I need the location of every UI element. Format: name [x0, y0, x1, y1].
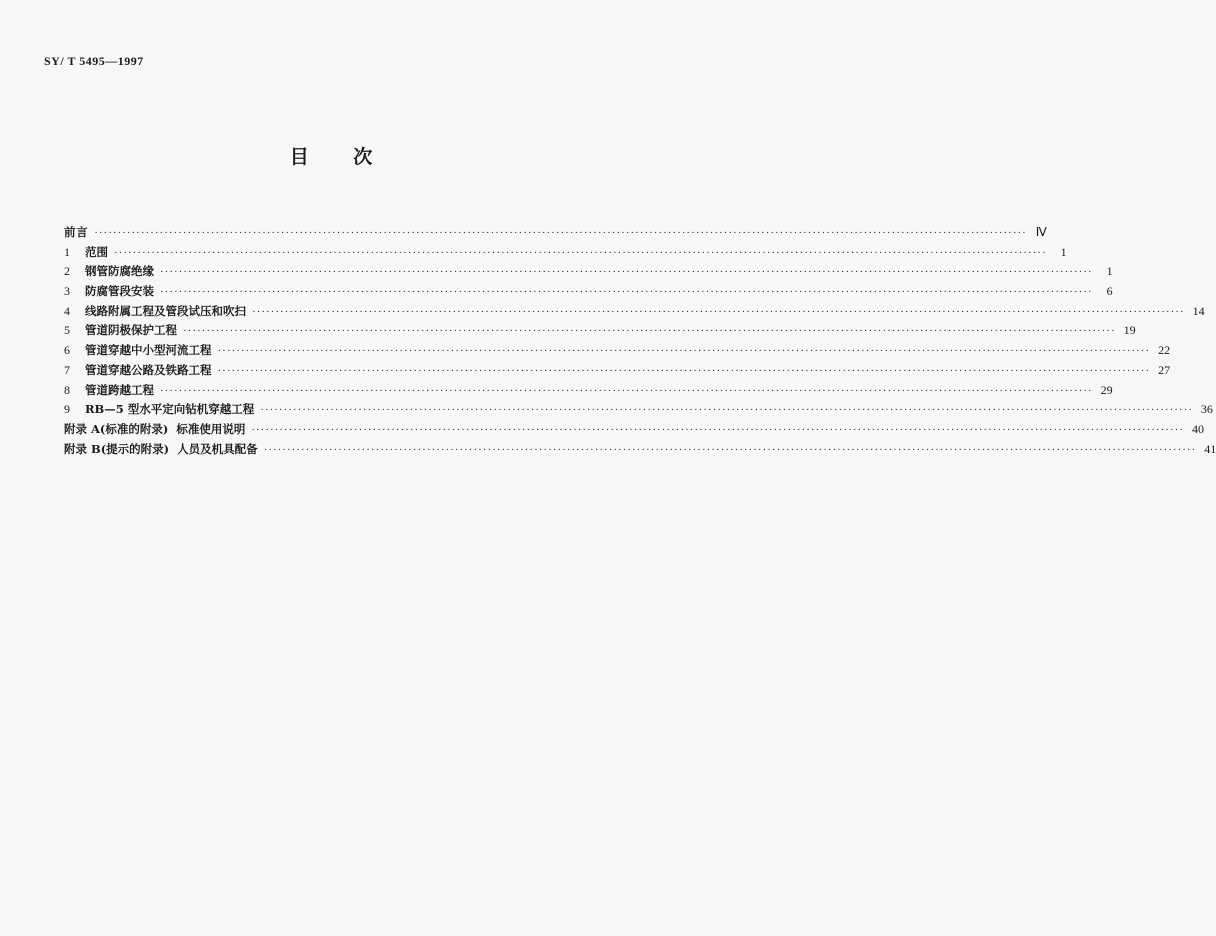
toc-entry-label: 钢管防腐绝缘	[85, 264, 154, 279]
toc-entry-number: 7	[64, 362, 70, 377]
standard-number: SY/ T 5495—1997	[44, 54, 144, 68]
toc-entry[interactable]	[64, 401, 1213, 421]
toc-entry-label: 范围	[85, 244, 108, 259]
toc-leader-dots: ········································································································································································································	[114, 246, 1047, 259]
toc-entry-page: 19	[1123, 323, 1136, 338]
toc-entry-number: 1	[64, 244, 70, 259]
toc-entry[interactable]	[64, 263, 1113, 283]
toc-entry-page: 36	[1200, 402, 1213, 417]
toc-entry-number: 6	[64, 343, 70, 358]
toc-entry-page: 22	[1158, 343, 1171, 358]
toc-entry[interactable]	[64, 382, 1113, 402]
toc-entry-page: 40	[1191, 421, 1204, 436]
toc-entry-label: RB—5 型水平定向钻机穿越工程	[85, 402, 255, 417]
toc-leader-dots: ········································································································································································································	[160, 286, 1093, 299]
toc-entry-page: 14	[1192, 303, 1205, 318]
toc-entry-number: 5	[64, 323, 70, 338]
toc-leader-dots: ········································································································································································································	[217, 345, 1151, 358]
toc-entry-number: 3	[64, 284, 70, 299]
toc-entry-label: 附录 B(提示的附录) 人员及机具配备	[64, 441, 258, 456]
toc-entry[interactable]	[64, 322, 1136, 342]
toc-leader-dots: ········································································································································································································	[160, 266, 1093, 279]
toc-entry[interactable]	[64, 224, 1047, 244]
toc-entry-number: 4	[64, 303, 70, 318]
toc-entry[interactable]	[64, 244, 1067, 264]
toc-entry-label: 前言	[64, 225, 89, 239]
toc-entry[interactable]	[64, 421, 1204, 441]
toc-entry-label: 管道阴极保护工程	[85, 323, 177, 338]
toc-entry-label: 管道跨越工程	[85, 382, 154, 397]
toc-leader-dots: ········································································································································································································	[160, 384, 1093, 397]
toc-leader-dots: ········································································································································································································	[217, 364, 1151, 377]
toc-entry-page: 41	[1204, 441, 1216, 456]
toc-entry-label: 管道穿越中小型河流工程	[85, 343, 212, 358]
toc-entry-number: 8	[64, 382, 70, 397]
toc-leader-dots: ········································································································································································································	[183, 325, 1116, 338]
toc-entry-label: 线路附属工程及管段试压和吹扫	[85, 303, 246, 318]
toc-leader-dots: ········································································································································································································	[94, 227, 1027, 239]
toc-entry-number: 2	[64, 264, 70, 279]
toc-entry[interactable]	[64, 283, 1113, 303]
toc-leader-dots: ········································································································································································································	[260, 404, 1193, 417]
toc-leader-dots: ········································································································································································································	[263, 443, 1197, 456]
page-title: 目 次	[289, 146, 373, 168]
toc-entry-label: 管道穿越公路及铁路工程	[85, 362, 212, 377]
toc-entry[interactable]	[64, 441, 1216, 461]
toc-entry-number: 9	[64, 402, 70, 417]
toc-leader-dots: ········································································································································································································	[252, 305, 1185, 318]
toc-entry-page: 1	[1106, 264, 1113, 279]
toc-entry-page: 1	[1060, 244, 1067, 259]
toc-entry[interactable]	[64, 303, 1205, 323]
toc-entry-label: 防腐管段安装	[85, 284, 154, 299]
toc-entry-page: 29	[1100, 382, 1113, 397]
toc-entry-label: 附录 A(标准的附录) 标准使用说明	[64, 421, 246, 436]
toc-entry-page: Ⅳ	[1035, 225, 1047, 239]
toc-entry[interactable]	[64, 362, 1171, 382]
toc-entry-page: 27	[1158, 362, 1171, 377]
toc-entry-page: 6	[1106, 284, 1113, 299]
toc-entry[interactable]	[64, 342, 1171, 362]
table-of-contents	[64, 224, 1216, 460]
toc-leader-dots: ········································································································································································································	[251, 423, 1184, 436]
